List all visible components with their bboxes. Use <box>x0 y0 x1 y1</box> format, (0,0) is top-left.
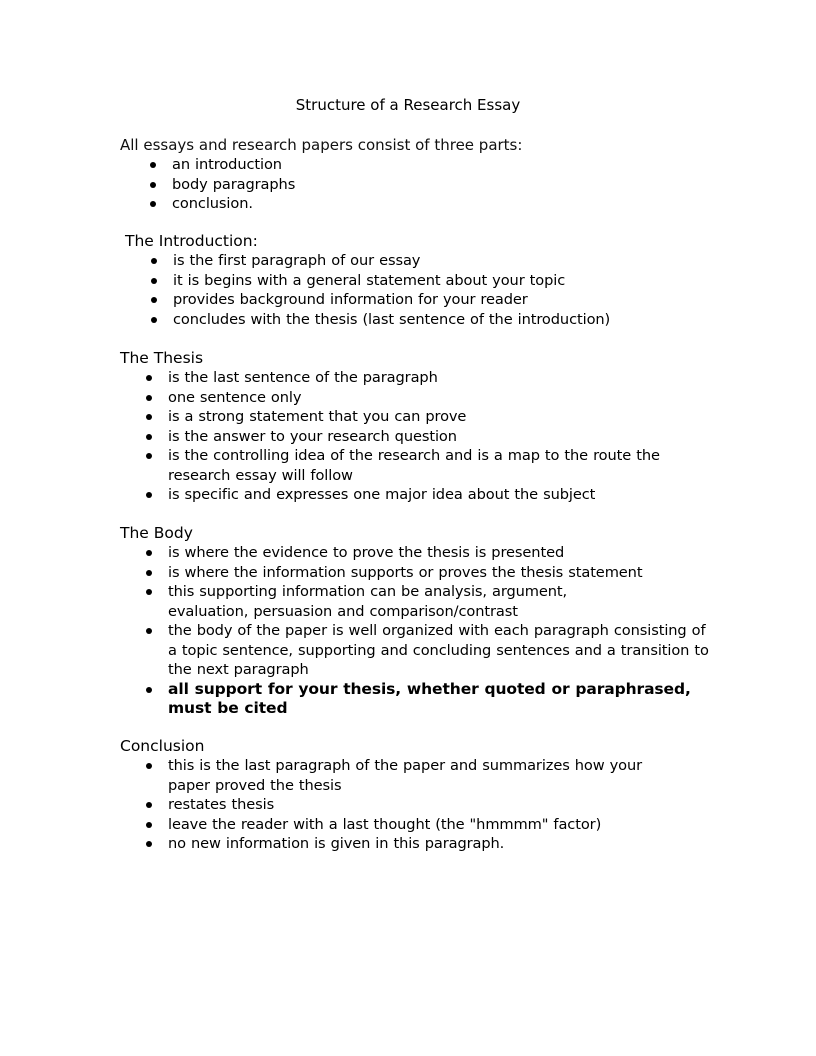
introduction-list <box>125 251 725 329</box>
list-item: body paragraphs <box>120 175 720 195</box>
bullet-icon <box>151 317 157 323</box>
list-item: is the last sentence of the paragraph <box>120 368 680 388</box>
bullet-icon <box>146 375 152 381</box>
list-item: no new information is given in this paragraph. <box>120 834 685 854</box>
section-thesis <box>120 348 680 505</box>
list-item: is where the information supports or proves the thesis statement <box>120 563 710 583</box>
bullet-icon <box>146 434 152 440</box>
list-item: provides background information for your reader <box>125 290 725 310</box>
section-introduction <box>125 231 725 329</box>
conclusion-heading: Conclusion <box>120 737 205 755</box>
list-item: is the first paragraph of our essay <box>125 251 725 271</box>
bullet-icon <box>146 492 152 498</box>
list-item: is specific and expresses one major idea about the subject <box>120 485 680 505</box>
list-item: leave the reader with a last thought (the "hmmmm" factor) <box>120 815 685 835</box>
overview-list <box>120 155 720 214</box>
list-item: this supporting information can be analysis, argument, evaluation, persuasion and comparison/contrast <box>120 582 710 621</box>
bullet-icon <box>146 395 152 401</box>
section-body <box>120 523 710 719</box>
bullet-icon <box>146 414 152 420</box>
list-item: it is begins with a general statement about your topic <box>125 271 725 291</box>
list-item: is the controlling idea of the research and is a map to the route the research essay will follow <box>120 446 680 485</box>
thesis-heading: The Thesis <box>120 349 204 367</box>
overview-line: All essays and research papers consist of three parts: <box>120 136 523 154</box>
bullet-icon <box>146 589 152 595</box>
list-item: all support for your thesis, whether quoted or paraphrased, must be cited <box>120 680 710 719</box>
body-heading: The Body <box>120 524 193 542</box>
bullet-icon <box>146 570 152 576</box>
bullet-icon <box>146 802 152 808</box>
body-list <box>120 543 710 719</box>
list-item: concludes with the thesis (last sentence of the introduction) <box>125 310 725 330</box>
list-item: restates thesis <box>120 795 685 815</box>
introduction-heading: The Introduction: <box>125 232 258 250</box>
list-item: an introduction <box>120 155 720 175</box>
bullet-icon <box>146 763 152 769</box>
section-overview <box>120 135 720 214</box>
bullet-icon <box>146 550 152 556</box>
bullet-icon <box>146 822 152 828</box>
list-item: is where the evidence to prove the thesis is presented <box>120 543 710 563</box>
thesis-list <box>120 368 680 505</box>
list-item: this is the last paragraph of the paper and summarizes how your paper proved the thesis <box>120 756 685 795</box>
bullet-icon <box>150 162 156 168</box>
list-item: conclusion. <box>120 194 720 214</box>
bullet-icon <box>146 841 152 847</box>
bullet-icon <box>151 297 157 303</box>
bullet-icon <box>151 258 157 264</box>
list-item: the body of the paper is well organized with each paragraph consisting of a topic sentence, supporting and concluding sentences and a transition to the next paragraph <box>120 621 710 680</box>
list-item: is a strong statement that you can prove <box>120 407 680 427</box>
document-title: Structure of a Research Essay <box>295 96 521 114</box>
bullet-icon <box>150 201 156 207</box>
bullet-icon <box>151 278 157 284</box>
list-item: one sentence only <box>120 388 680 408</box>
bullet-icon <box>150 182 156 188</box>
conclusion-list <box>120 756 685 854</box>
section-conclusion <box>120 736 685 854</box>
bullet-icon <box>146 453 152 459</box>
bullet-icon <box>146 687 152 693</box>
bullet-icon <box>146 628 152 634</box>
list-item: is the answer to your research question <box>120 427 680 447</box>
